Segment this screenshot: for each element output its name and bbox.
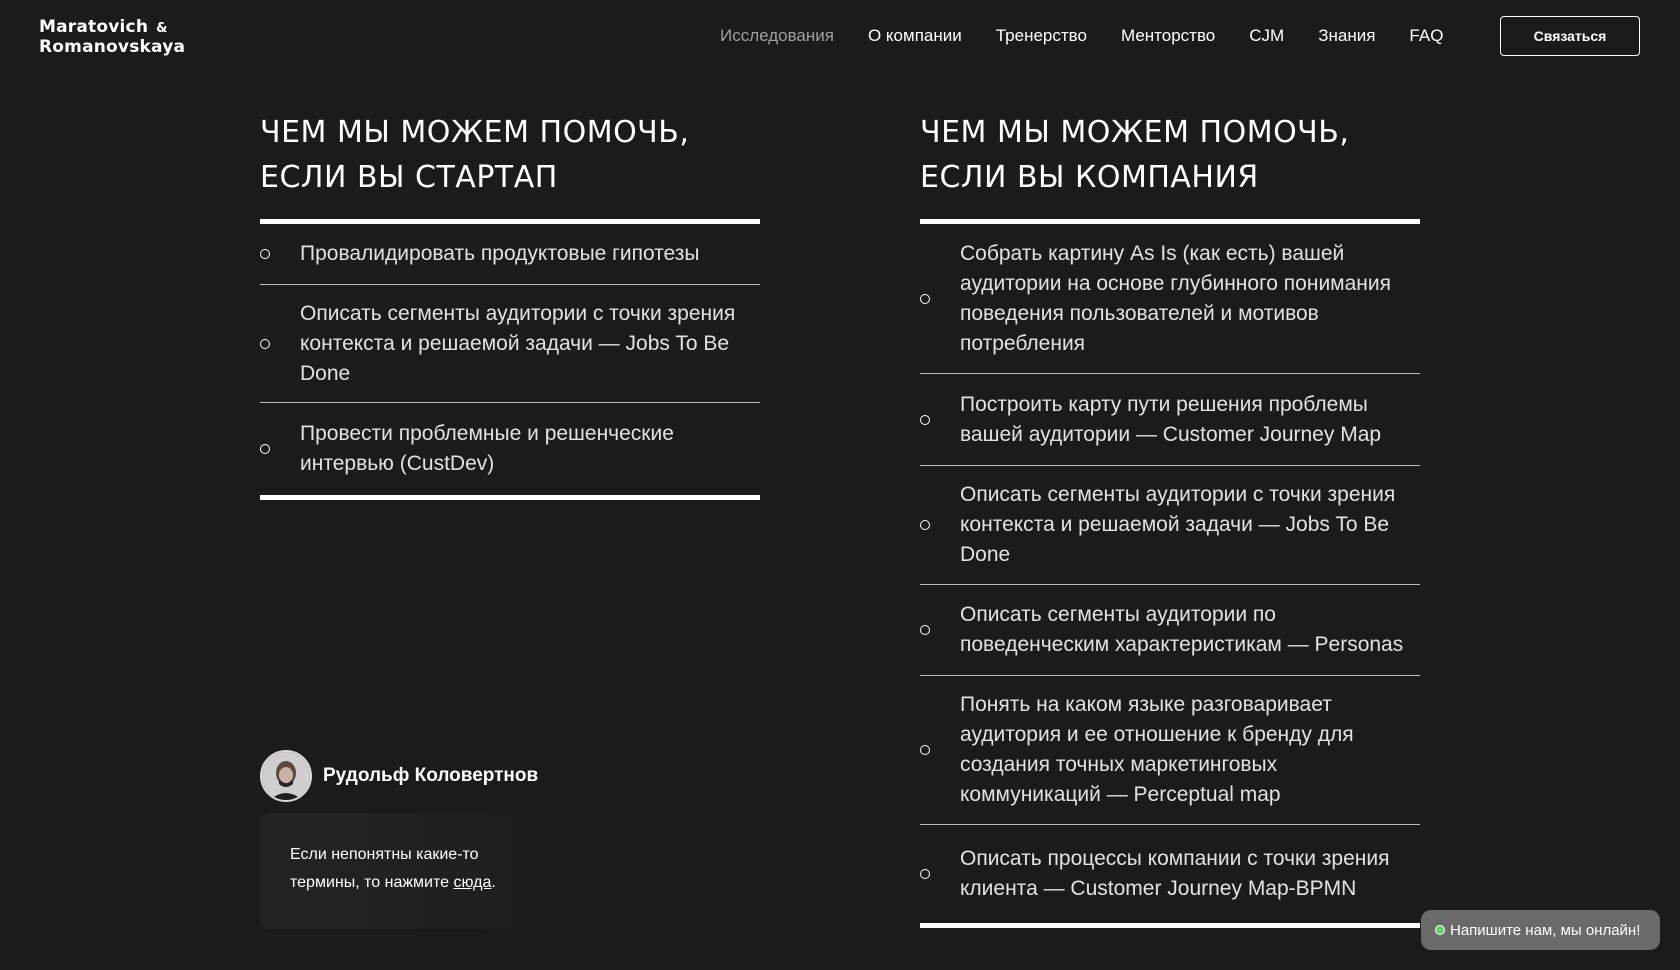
- list-item: [260, 224, 760, 285]
- list-item-text: Описать сегменты аудитории по поведенческим характеристикам — Personas: [960, 603, 1404, 656]
- tip-end: .: [491, 874, 496, 891]
- startup-title-line2: ЕСЛИ ВЫ СТАРТАП: [260, 160, 558, 195]
- company-title: [920, 110, 1420, 219]
- tip-text: Если непонятны какие-то термины, то нажмите: [290, 846, 479, 891]
- list-item: [920, 825, 1420, 923]
- contact-button[interactable]: Связаться: [1500, 16, 1640, 56]
- chat-label: Напишите нам, мы онлайн!: [1450, 921, 1641, 939]
- list-item: [260, 403, 760, 495]
- startup-section: [260, 110, 760, 500]
- list-item: [260, 285, 760, 403]
- nav-item-faq[interactable]: FAQ: [1409, 26, 1444, 45]
- list-item-text: Понять на каком языке разговаривает аудитория и ее отношение к бренду для создания точных маркетинговых коммуникаций — Perceptual map: [960, 693, 1354, 806]
- bullet-circle-icon: [920, 415, 930, 425]
- list-item-text: Провалидировать продуктовые гипотезы: [300, 242, 700, 265]
- bottom-divider: [260, 495, 760, 500]
- bottom-divider: [920, 923, 1420, 928]
- bullet-circle-icon: [920, 869, 930, 879]
- list-item: [920, 374, 1420, 466]
- logo-line2: Romanovskaya: [39, 37, 186, 57]
- nav-item-about[interactable]: О компании: [867, 26, 962, 45]
- glossary-link[interactable]: сюда: [453, 874, 492, 891]
- list-item: [920, 585, 1420, 676]
- list-item-text: Провести проблемные и решенческие интервью (CustDev): [300, 422, 674, 475]
- main-nav: [720, 26, 1477, 46]
- logo-ampersand: &: [156, 21, 168, 36]
- chat-widget-button[interactable]: [1421, 910, 1660, 950]
- online-status-icon: [1435, 925, 1445, 935]
- author: [260, 750, 538, 802]
- author-name: Рудольф Коловертнов: [323, 765, 539, 786]
- company-section: [920, 110, 1420, 928]
- bullet-circle-icon: [920, 520, 930, 530]
- bullet-circle-icon: [260, 339, 270, 349]
- logo-line1: Maratovich: [39, 17, 149, 37]
- nav-item-knowledge[interactable]: Знания: [1318, 26, 1376, 45]
- list-item-text: Описать сегменты аудитории с точки зрения контекста и решаемой задачи — Jobs To Be Done: [960, 483, 1396, 566]
- list-item-text: Описать процессы компании с точки зрения клиента — Customer Journey Map-BPMN: [960, 847, 1390, 900]
- list-item-text: Построить карту пути решения проблемы вашей аудитории — Customer Journey Map: [960, 392, 1382, 446]
- bullet-circle-icon: [920, 625, 930, 635]
- startup-title: [260, 110, 760, 219]
- bullet-circle-icon: [920, 745, 930, 755]
- company-title-line2: ЕСЛИ ВЫ КОМПАНИЯ: [920, 160, 1259, 195]
- company-title-line1: ЧЕМ МЫ МОЖЕМ ПОМОЧЬ,: [920, 115, 1350, 150]
- company-list: [920, 224, 1420, 923]
- list-item: [920, 466, 1420, 585]
- list-item-text: Описать сегменты аудитории с точки зрения контекста и решаемой задачи — Jobs To Be Done: [300, 301, 736, 385]
- glossary-tip: [260, 813, 555, 929]
- list-item: [920, 676, 1420, 825]
- nav-item-research[interactable]: Исследования: [720, 26, 834, 45]
- startup-title-line1: ЧЕМ МЫ МОЖЕМ ПОМОЧЬ,: [260, 115, 690, 150]
- bullet-circle-icon: [920, 294, 930, 304]
- list-item: [920, 224, 1420, 374]
- person-avatar-icon: [262, 752, 310, 800]
- nav-item-training[interactable]: Тренерство: [995, 26, 1087, 45]
- bullet-circle-icon: [260, 444, 270, 454]
- avatar: [260, 750, 312, 802]
- nav-item-cjm[interactable]: CJM: [1249, 26, 1285, 45]
- startup-list: [260, 224, 760, 495]
- list-item-text: Собрать картину As Is (как есть) вашей аудитории на основе глубинного понимания поведения пользователей и мотивов потребления: [960, 241, 1391, 355]
- bullet-circle-icon: [260, 249, 270, 259]
- logo[interactable]: [39, 18, 185, 57]
- nav-item-mentoring[interactable]: Менторство: [1120, 26, 1216, 45]
